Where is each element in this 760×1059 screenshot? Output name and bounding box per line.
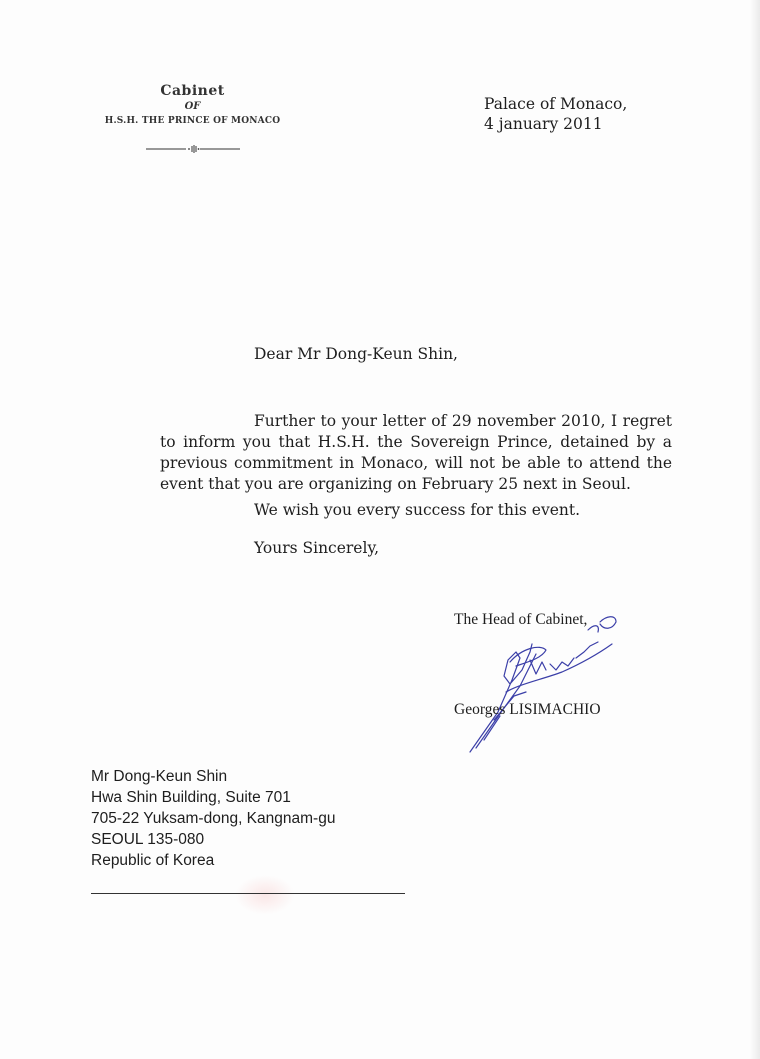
handwritten-signature-icon — [450, 600, 630, 765]
signatory-title: The Head of Cabinet, — [454, 611, 588, 628]
ornament-divider-icon — [146, 144, 240, 154]
paper-edge-shadow — [750, 0, 760, 1059]
signatory-name: Georges LISIMACHIO — [454, 701, 601, 718]
recipient-street: 705-22 Yuksam-dong, Kangnam-gu — [91, 810, 336, 827]
letterhead-house: H.S.H. THE PRINCE OF MONACO — [104, 116, 281, 126]
body-paragraph: Further to your letter of 29 november 2010, I regret to inform you that H.S.H. the Sovereign Prince, detained by a previous commitment in Monaco, will not be able to attend the event that you are organizing on February 25 next in Seoul. — [160, 412, 672, 493]
salutation: Dear Mr Dong-Keun Shin, — [254, 345, 458, 363]
letter-date: 4 january 2011 — [484, 115, 603, 133]
letterhead-of: OF — [184, 101, 201, 112]
letterhead-cabinet: Cabinet — [160, 83, 225, 99]
letterhead — [80, 82, 305, 128]
wish-line: We wish you every success for this event. — [254, 501, 581, 519]
recipient-building: Hwa Shin Building, Suite 701 — [91, 789, 291, 806]
closing-line: Yours Sincerely, — [254, 539, 380, 557]
recipient-city: SEOUL 135-080 — [91, 831, 205, 848]
recipient-country: Republic of Korea — [91, 852, 215, 869]
letter-place: Palace of Monaco, — [484, 95, 628, 113]
paper-stain — [235, 875, 295, 915]
bottom-rule — [91, 893, 405, 894]
recipient-address — [91, 766, 335, 871]
recipient-name: Mr Dong-Keun Shin — [91, 768, 228, 785]
